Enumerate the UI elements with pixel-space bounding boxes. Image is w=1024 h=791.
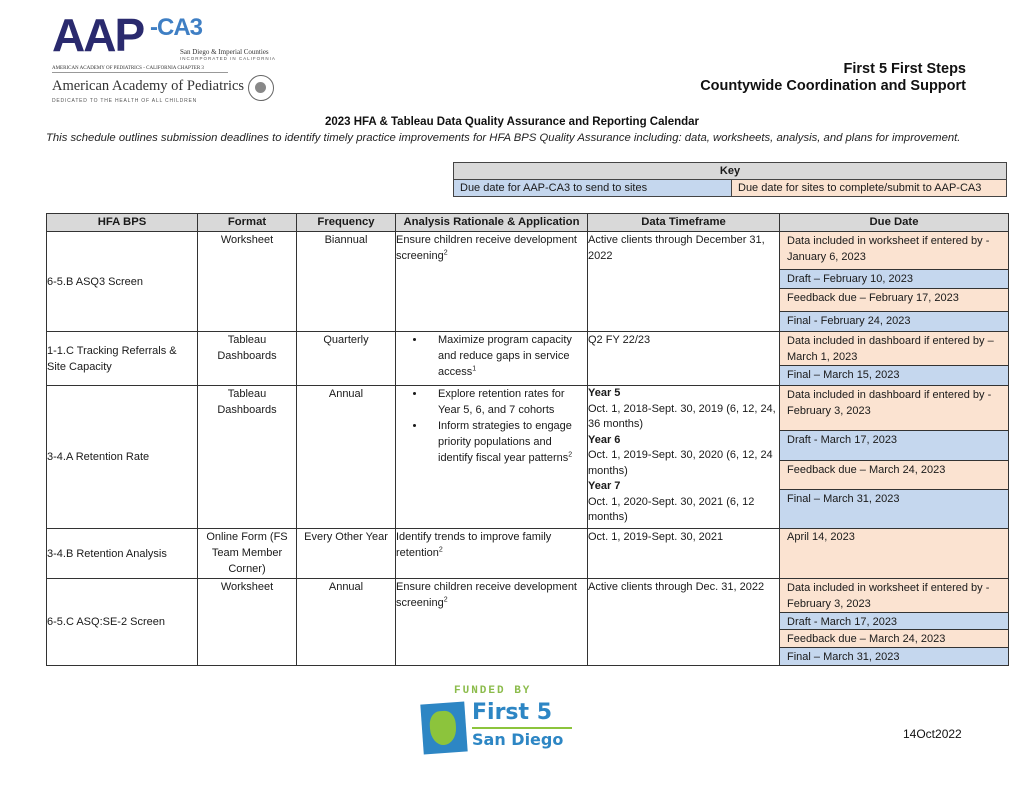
due-cell <box>780 579 1009 666</box>
due-item: Final – March 31, 2023 <box>780 490 1008 528</box>
format-cell: Tableau Dashboards <box>198 332 297 386</box>
due-item: Data included in worksheet if entered by - January 6, 2023 <box>780 232 1008 270</box>
logo-san-diego-text: San Diego <box>472 730 564 749</box>
due-item: Data included in dashboard if entered by - February 3, 2023 <box>780 386 1008 431</box>
due-cell <box>780 386 1009 529</box>
table-header-row <box>47 214 1009 232</box>
timeframe-cell: Active clients through December 31, 2022 <box>588 232 780 332</box>
key-peach: Due date for sites to complete/submit to AAP-CA3 <box>732 180 1007 197</box>
org-header <box>700 61 966 95</box>
table-row <box>47 529 1009 579</box>
due-item: Final – March 31, 2023 <box>780 648 1008 665</box>
frequency-cell: Quarterly <box>297 332 396 386</box>
logo-region: San Diego & Imperial Counties <box>180 48 269 56</box>
bps-cell: 6-5.B ASQ3 Screen <box>47 232 198 332</box>
format-cell: Worksheet <box>198 232 297 332</box>
footnote-ref: 2 <box>438 546 443 554</box>
logo-underline <box>472 727 572 729</box>
bps-cell: 3-4.A Retention Rate <box>47 386 198 529</box>
funded-by-text: FUNDED BY <box>454 685 532 697</box>
due-cell <box>780 232 1009 332</box>
rationale-cell <box>396 529 588 579</box>
frequency-cell: Biannual <box>297 232 396 332</box>
header-frequency: Frequency <box>297 214 396 232</box>
format-cell: Tableau Dashboards <box>198 386 297 529</box>
due-item: Data included in dashboard if entered by – March 1, 2023 <box>780 332 1008 366</box>
aap-seal-icon <box>248 75 274 101</box>
rationale-cell <box>396 332 588 386</box>
timeframe-range: Oct. 1, 2019-Sept. 30, 2020 (6, 12, 24 months) <box>588 449 773 477</box>
timeframe-year: Year 7 <box>588 480 621 492</box>
rationale-bullet: • Explore retention rates for Year 5, 6, and 7 cohorts <box>426 386 587 418</box>
due-cell: April 14, 2023 <box>780 529 1009 579</box>
logo-aap-text: AAP <box>52 9 144 61</box>
document-title: 2023 HFA & Tableau Data Quality Assurance and Reporting Calendar <box>324 116 700 128</box>
calendar-table <box>46 213 1009 666</box>
rationale-cell <box>396 579 588 666</box>
logo-incorporated: INCORPORATED IN CALIFORNIA <box>180 56 276 61</box>
rationale-bullet <box>426 418 587 466</box>
frequency-cell: Annual <box>297 579 396 666</box>
org-header-line1: First 5 First Steps <box>843 61 966 77</box>
frequency-cell: Every Other Year <box>297 529 396 579</box>
due-item: Draft - March 17, 2023 <box>780 431 1008 461</box>
header-rationale: Analysis Rationale & Application <box>396 214 588 232</box>
rationale-cell <box>396 386 588 529</box>
timeframe-year: Year 6 <box>588 433 621 446</box>
due-item: Final - February 24, 2023 <box>780 312 1008 331</box>
table-row <box>47 332 1009 386</box>
bps-cell: 3-4.B Retention Analysis <box>47 529 198 579</box>
footnote-ref: 2 <box>568 451 573 459</box>
aap-ca3-logo <box>52 8 282 108</box>
logo-org-name: American Academy of Pediatrics <box>52 78 245 94</box>
logo-chapter: AMERICAN ACADEMY OF PEDIATRICS - CALIFORNIA CHAPTER 3 <box>52 66 228 73</box>
bps-cell: 6-5.C ASQ:SE-2 Screen <box>47 579 198 666</box>
rationale-bullet <box>426 332 587 380</box>
rationale-cell <box>396 232 588 332</box>
first5-san-diego-logo <box>422 683 582 763</box>
format-cell: Online Form (FS Team Member Corner) <box>198 529 297 579</box>
table-row <box>47 232 1009 332</box>
frequency-cell: Annual <box>297 386 396 529</box>
table-row <box>47 579 1009 666</box>
due-item: Feedback due – March 24, 2023 <box>780 630 1008 648</box>
footnote-ref: 1 <box>472 365 477 373</box>
rationale-text: Maximize program capacity and reduce gaps in service access <box>438 334 572 378</box>
due-item: Draft – February 10, 2023 <box>780 270 1008 289</box>
due-item: Data included in worksheet if entered by - February 3, 2023 <box>780 579 1008 613</box>
document-date: 14Oct2022 <box>903 727 962 741</box>
rationale-text: Ensure children receive development screening <box>396 234 577 262</box>
table-row <box>47 386 1009 529</box>
bps-cell: 1-1.C Tracking Referrals & Site Capacity <box>47 332 198 386</box>
timeframe-cell: Oct. 1, 2019-Sept. 30, 2021 <box>588 529 780 579</box>
header-hfa-bps: HFA BPS <box>47 214 198 232</box>
rationale-text: Ensure children receive development screening <box>396 581 577 609</box>
key-legend <box>453 162 1007 197</box>
timeframe-range: Oct. 1, 2020-Sept. 30, 2021 (6, 12 months) <box>588 495 755 523</box>
due-item: Feedback due – February 17, 2023 <box>780 289 1008 312</box>
org-header-line2: Countywide Coordination and Support <box>700 78 966 94</box>
key-header: Key <box>454 163 1007 180</box>
header-format: Format <box>198 214 297 232</box>
header-due-date: Due Date <box>780 214 1009 232</box>
timeframe-cell <box>588 386 780 529</box>
footnote-ref: 2 <box>443 249 448 257</box>
due-item: Final – March 15, 2023 <box>780 366 1008 385</box>
timeframe-year: Year 5 <box>588 387 621 399</box>
key-blue: Due date for AAP-CA3 to send to sites <box>454 180 732 197</box>
due-item: Draft - March 17, 2023 <box>780 613 1008 630</box>
rationale-text: Inform strategies to engage priority populations and identify fiscal year patterns <box>438 420 572 464</box>
timeframe-range: Oct. 1, 2018-Sept. 30, 2019 (6, 12, 24, 36 months) <box>588 402 776 430</box>
logo-first5-text: First 5 <box>472 700 552 725</box>
header-timeframe: Data Timeframe <box>588 214 780 232</box>
hand-icon <box>420 702 467 755</box>
due-item: Feedback due – March 24, 2023 <box>780 461 1008 490</box>
rationale-text: Identify trends to improve family retention <box>396 531 552 559</box>
logo-tagline: DEDICATED TO THE HEALTH OF ALL CHILDREN <box>52 98 198 104</box>
timeframe-cell: Active clients through Dec. 31, 2022 <box>588 579 780 666</box>
due-cell <box>780 332 1009 386</box>
logo-ca3-text: -CA3 <box>150 14 203 41</box>
footnote-ref: 2 <box>443 596 448 604</box>
format-cell: Worksheet <box>198 579 297 666</box>
timeframe-cell: Q2 FY 22/23 <box>588 332 780 386</box>
document-description: This schedule outlines submission deadlines to identify timely practice improvements for HFA BPS Quality Assurance including: data, worksheets, analysis, and plans for improvement. <box>46 132 961 144</box>
